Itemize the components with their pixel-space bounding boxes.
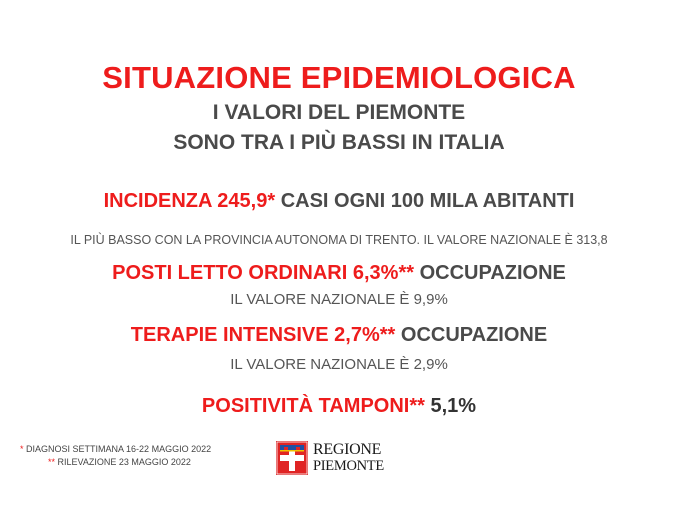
posti-letto-note: IL VALORE NAZIONALE È 9,9%: [230, 291, 448, 308]
incidenza-label: INCIDENZA 245,9*: [103, 190, 276, 212]
incidenza-headline: [0, 190, 678, 213]
logo-text: [313, 442, 384, 474]
subtitle-line-2: SONO TRA I PIÙ BASSI IN ITALIA: [173, 131, 505, 154]
subtitle-line-1: I VALORI DEL PIEMONTE: [212, 101, 466, 124]
terapie-rest: OCCUPAZIONE: [400, 324, 548, 346]
regione-piemonte-logo: [276, 441, 396, 475]
incidenza-rest: CASI OGNI 100 MILA ABITANTI: [280, 190, 575, 212]
page-title: SITUAZIONE EPIDEMIOLOGICA: [102, 60, 576, 95]
posti-letto-rest: OCCUPAZIONE: [419, 262, 566, 284]
positivita-headline: [0, 395, 678, 418]
footnote-2-text: RILEVAZIONE 23 MAGGIO 2022: [57, 457, 191, 467]
posti-letto-label: POSTI LETTO ORDINARI 6,3%**: [112, 262, 415, 284]
positivita-value: 5,1%: [430, 395, 477, 417]
footnote-1: [20, 444, 211, 454]
logo-line-1: REGIONE: [313, 441, 382, 458]
footnote-1-star: *: [20, 444, 24, 454]
posti-letto-headline: [0, 262, 678, 285]
footnote-2-star: **: [48, 457, 56, 467]
positivita-label: POSITIVITÀ TAMPONI**: [201, 395, 425, 417]
piemonte-flag-icon: [276, 441, 308, 475]
incidenza-note: IL PIÙ BASSO CON LA PROVINCIA AUTONOMA DI TRENTO. IL VALORE NAZIONALE È 313,8: [70, 233, 608, 247]
logo-line-2: PIEMONTE: [313, 458, 384, 474]
footnote-1-text: DIAGNOSI SETTIMANA 16-22 MAGGIO 2022: [26, 444, 212, 454]
terapie-headline: [0, 324, 678, 347]
terapie-label: TERAPIE INTENSIVE 2,7%**: [130, 324, 396, 346]
footnote-2: [48, 457, 191, 467]
terapie-note: IL VALORE NAZIONALE È 2,9%: [230, 356, 448, 373]
